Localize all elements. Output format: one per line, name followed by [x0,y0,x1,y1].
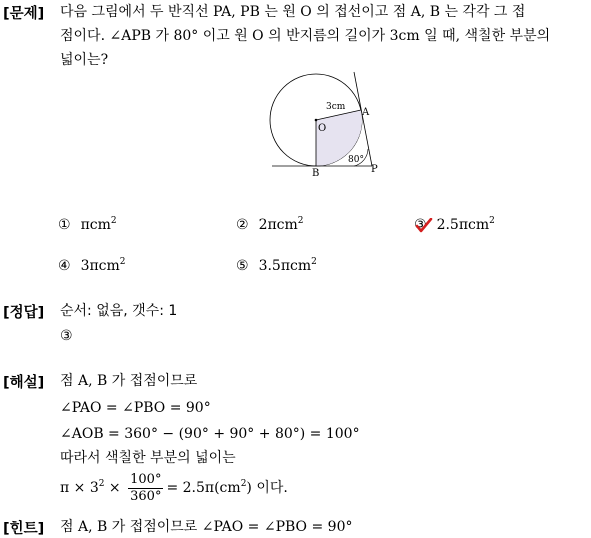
problem-line-2: 점이다. ∠APB 가 80° 이고 원 O 의 반지름의 길이가 3cm 일 때, 색칠한 부분의 [60,28,551,44]
choice-1-unit: cm [89,217,111,233]
answer-line-1: 순서: 없음, 갯수: 1 [60,303,178,319]
solution-formula-end: ) 이다. [246,480,288,496]
problem-line-1: 다음 그림에서 두 반직선 PA, PB 는 원 O 의 접선이고 점 A, B 는 각각 그 접 [60,4,526,20]
checkmark-icon [415,218,433,234]
choice-4-marker: ④ [58,258,71,274]
hint-tag: [힌트] [3,521,45,537]
choice-2[interactable] [236,216,304,233]
solution-line-3: ∠AOB = 360° − (90° + 90° + 80°) = 100° [60,426,360,442]
choice-4[interactable] [58,257,126,274]
solution-line-5 [60,466,288,506]
label-a: A [362,107,370,118]
choice-2-marker: ② [236,217,249,233]
label-b: B [312,168,320,179]
label-p: P [371,164,378,175]
choice-1-value: π [80,217,90,233]
choice-3[interactable] [414,216,495,233]
choice-5-value: 3.5π [258,258,291,274]
solution-line-1: 점 A, B 가 접점이므로 [60,373,198,389]
solution-formula-exp: 2 [98,479,105,489]
solution-formula-right: = 2.5π(cm [166,480,241,496]
solution-tag: [해설] [3,375,45,391]
choice-1[interactable] [58,216,117,233]
choice-3-value: 2.5π [436,217,469,233]
choice-4-exp: 2 [119,257,126,267]
radius-label: 3cm [326,102,346,112]
fraction-numerator: 100° [130,471,162,487]
choice-5[interactable] [236,257,317,274]
solution-formula-exp2: 2 [240,479,247,489]
choice-5-exp: 2 [311,257,317,267]
choice-1-marker: ① [58,217,71,233]
fraction-denominator: 360° [130,488,162,504]
solution-formula-times: × [104,480,126,496]
problem-line-3: 넓이는? [60,52,109,68]
solution-line-2: ∠PAO = ∠PBO = 90° [60,400,211,416]
choice-3-marker [414,217,427,233]
problem-tag: [문제] [3,6,45,22]
choice-1-exp: 2 [110,216,117,226]
choice-4-unit: cm [98,258,120,274]
choice-2-unit: cm [276,217,298,233]
choice-3-unit: cm [468,217,490,233]
choice-2-value: 2π [258,217,277,233]
label-o: O [318,123,327,134]
choice-3-marker-text: ③ [414,217,427,233]
solution-fraction [128,472,163,505]
solution-line-4: 따라서 색칠한 부분의 넓이는 [60,450,236,466]
choice-2-exp: 2 [297,216,304,226]
choice-5-unit: cm [290,258,312,274]
choice-3-exp: 2 [489,216,495,226]
hint-line-1: 점 A, B 가 접점이므로 ∠PAO = ∠PBO = 90° [60,519,353,535]
angle-label: 80° [348,155,364,165]
choice-4-value: 3π [80,258,99,274]
center-point [315,119,318,122]
answer-line-2: ③ [60,328,73,344]
solution-formula-left: π × 3 [60,480,99,496]
tangent-circle-figure [268,68,388,180]
answer-tag: [정답] [3,305,45,321]
choice-5-marker: ⑤ [236,258,249,274]
